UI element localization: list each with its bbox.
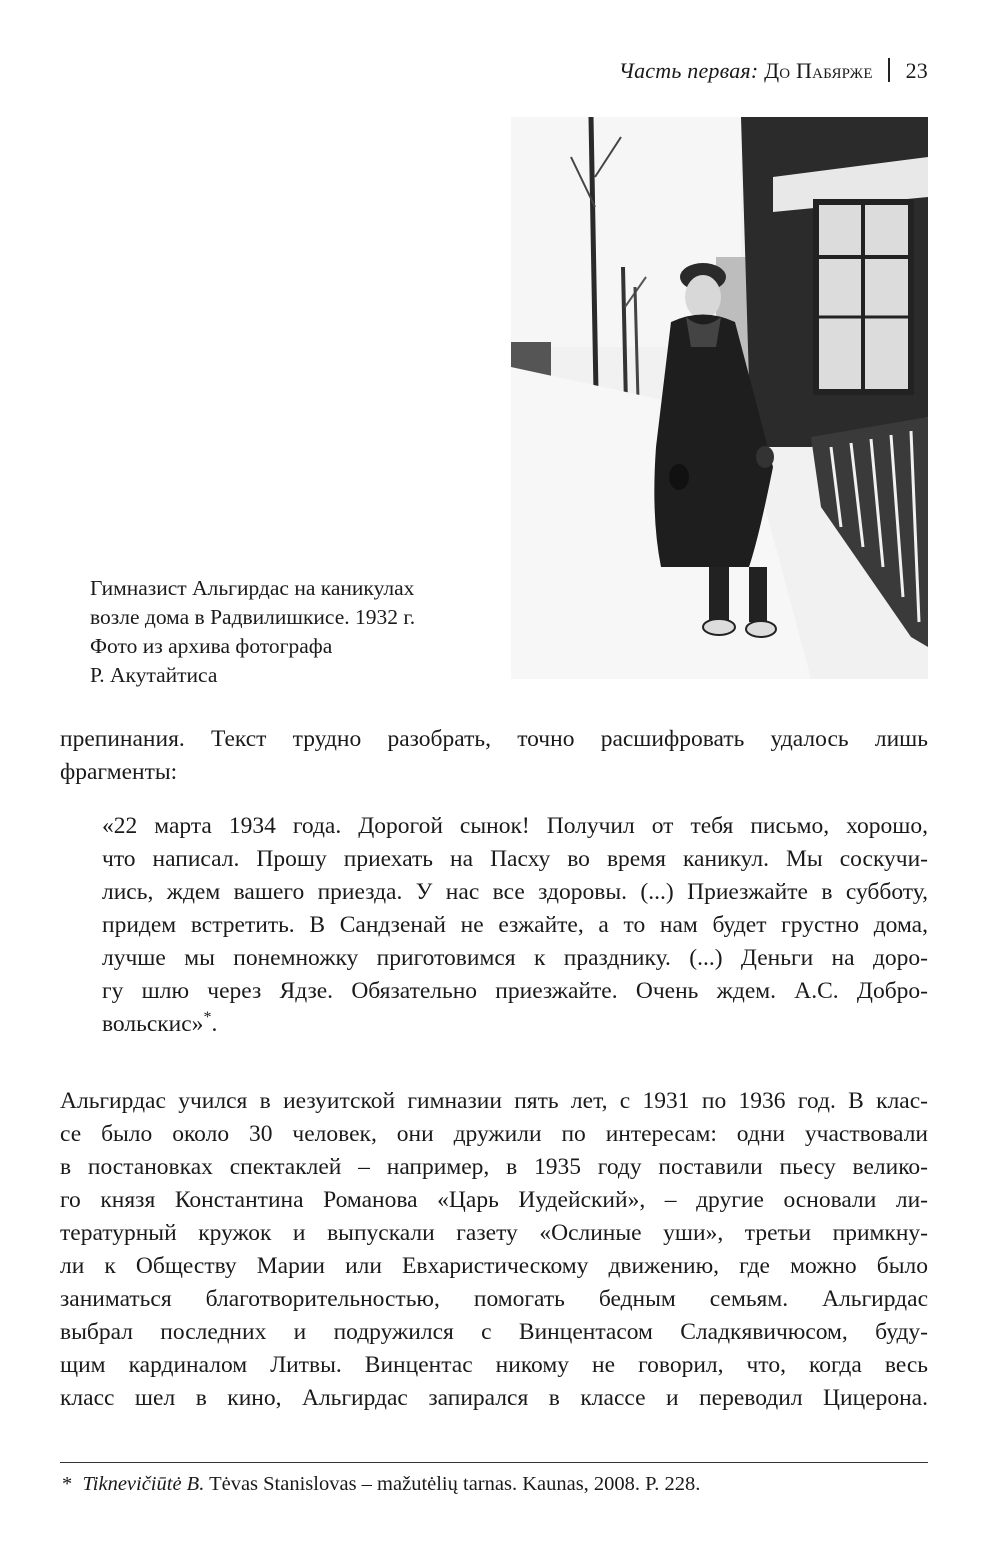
footnote-marker: *	[62, 1473, 73, 1495]
quote-line: лучше мы понемножку приготовимся к празднику. (...) Деньги на доро-	[102, 945, 928, 971]
quote-end-punct: .	[211, 1011, 218, 1037]
footnote-divider	[60, 1462, 928, 1463]
running-head-divider	[888, 58, 890, 82]
text-line: се было около 30 человек, они дружили по интересам: одни участвовали	[60, 1121, 928, 1147]
text-line: го князя Константина Романова «Царь Иудейский», – другие основали ли-	[60, 1187, 928, 1213]
running-head-part: Часть первая:	[618, 58, 759, 83]
caption-line: Фото из архива фотографа	[90, 634, 333, 658]
winter-street-photo	[511, 117, 928, 679]
quote-line: что написал. Прошу приехать на Пасху во время каникул. Мы соскучи-	[102, 846, 928, 872]
footnote	[62, 1470, 700, 1498]
text-line: в постановках спектаклей – например, в 1935 году поставили пьесу велико-	[60, 1154, 928, 1180]
quote-line: «22 марта 1934 года. Дорогой сынок! Получил от тебя письмо, хорошо,	[102, 813, 928, 839]
letter-quote	[102, 810, 928, 1041]
quote-line: придем встретить. В Сандзенай не езжайте, а то нам будет грустно дома,	[102, 912, 928, 938]
text-line: ли к Обществу Марии или Евхаристическому движению, где можно было	[60, 1253, 928, 1279]
text-line: фрагменты:	[60, 759, 178, 785]
quote-line: гу шлю через Ядзе. Обязательно приезжайте. Очень ждем. А.С. Добро-	[102, 978, 928, 1004]
caption-line: Р. Акутайтиса	[90, 663, 218, 687]
footnote-text: Tėvas Stanislovas – mažutėlių tarnas. Kaunas, 2008. P. 228.	[204, 1473, 701, 1495]
text-line: класс шел в кино, Альгирдас запирался в классе и переводил Цицерона.	[60, 1385, 928, 1411]
footnote-author: Tiknevičiūtė B.	[82, 1473, 205, 1495]
quote-last-line	[102, 1008, 928, 1041]
running-head-title: До Пабярже	[764, 58, 873, 83]
page-number: 23	[905, 58, 928, 83]
caption-line: возле дома в Радвилишкисе. 1932 г.	[90, 605, 416, 629]
caption-line: Гимназист Альгирдас на каникулах	[90, 576, 415, 600]
quote-line: лись, ждем вашего приезда. У нас все здоровы. (...) Приезжайте в субботу,	[102, 879, 928, 905]
paragraph-2	[60, 1085, 928, 1415]
text-line: выбрал последних и подружился с Винцентасом Сладкявичюсом, буду-	[60, 1319, 928, 1345]
text-line: тературный кружок и выпускали газету «Ослиные уши», третьи примкну-	[60, 1220, 928, 1246]
text-line: щим кардиналом Литвы. Винцентас никому не говорил, что, когда весь	[60, 1352, 928, 1378]
text-line: препинания. Текст трудно разобрать, точно расшифровать удалось лишь	[60, 726, 928, 752]
photo-illustration	[511, 117, 928, 679]
running-head	[619, 58, 928, 84]
quote-line: вольскис»	[102, 1011, 204, 1037]
text-line: заниматься благотворительностью, помогать бедным семьям. Альгирдас	[60, 1286, 928, 1312]
photo-caption	[90, 574, 490, 690]
footnote-reference: *	[203, 1009, 212, 1027]
text-line: Альгирдас учился в иезуитской гимназии пять лет, с 1931 по 1936 год. В клас-	[60, 1088, 928, 1114]
paragraph-1	[60, 723, 928, 789]
